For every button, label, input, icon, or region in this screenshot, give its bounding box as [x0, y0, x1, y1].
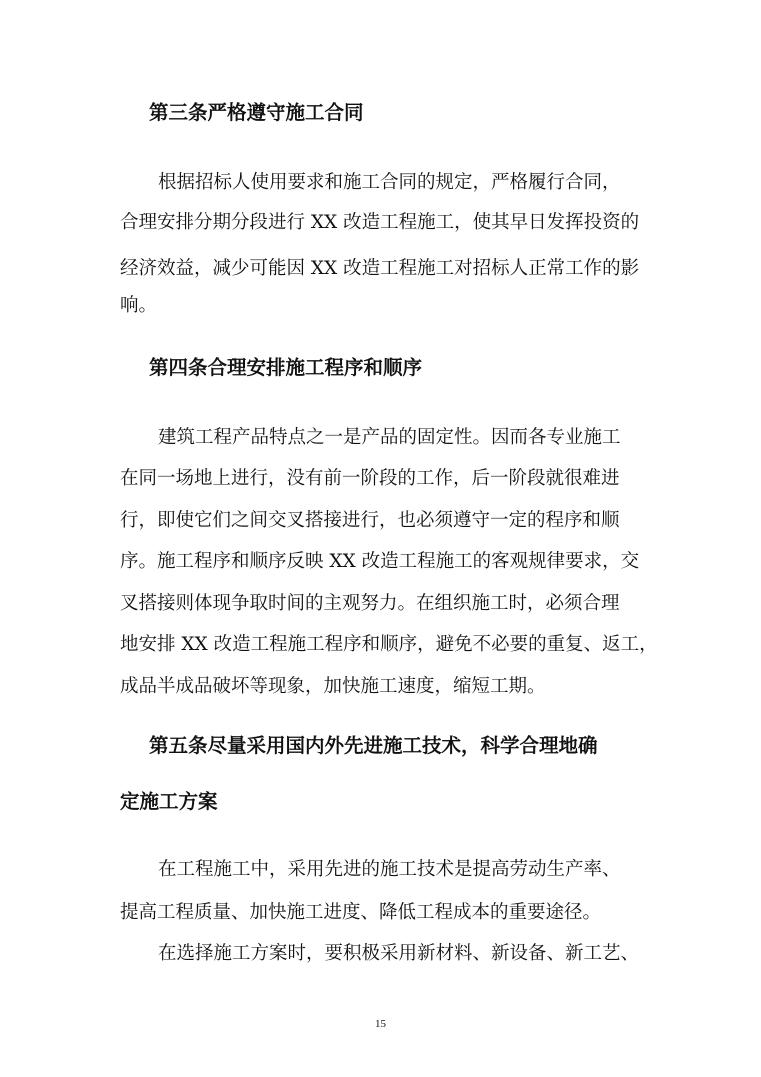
- section-heading: 第三条严格遵守施工合同: [149, 101, 364, 124]
- section-heading: 第四条合理安排施工程序和顺序: [149, 356, 423, 379]
- paragraph-line: 合理安排分期分段进行 XX 改造工程施工，使其早日发挥投资的: [120, 212, 640, 233]
- paragraph-line: 序。施工程序和顺序反映 XX 改造工程施工的客观规律要求，交: [120, 551, 640, 572]
- paragraph-line: 响。: [120, 295, 158, 316]
- paragraph-line: 建筑工程产品特点之一是产品的固定性。因而各专业施工: [158, 427, 621, 448]
- paragraph-line: 根据招标人使用要求和施工合同的规定，严格履行合同，: [158, 172, 621, 193]
- paragraph-line: 叉搭接则体现争取时间的主观努力。在组织施工时，必须合理: [120, 593, 620, 614]
- paragraph-line: 在工程施工中，采用先进的施工技术是提高劳动生产率、: [158, 859, 621, 880]
- paragraph-line: 在选择施工方案时，要积极采用新材料、新设备、新工艺、: [158, 943, 640, 964]
- page-number: 15: [375, 1018, 386, 1030]
- paragraph-line: 经济效益，减少可能因 XX 改造工程施工对招标人正常工作的影: [120, 258, 640, 279]
- paragraph-line: 行，即使它们之间交叉搭接进行，也必须遵守一定的程序和顺: [120, 510, 620, 531]
- section-heading: 第五条尽量采用国内外先进施工技术，科学合理地确: [149, 734, 598, 757]
- section-heading-continued: 定施工方案: [120, 790, 218, 813]
- paragraph-line: 提高工程质量、加快施工进度、降低工程成本的重要途径。: [120, 902, 602, 923]
- paragraph-line: 地安排 XX 改造工程施工程序和顺序，避免不必要的重复、返工，: [120, 634, 658, 655]
- paragraph-line: 在同一场地上进行，没有前一阶段的工作，后一阶段就很难进: [120, 468, 620, 489]
- paragraph-line: 成品半成品破坏等现象，加快施工速度，缩短工期。: [120, 676, 546, 697]
